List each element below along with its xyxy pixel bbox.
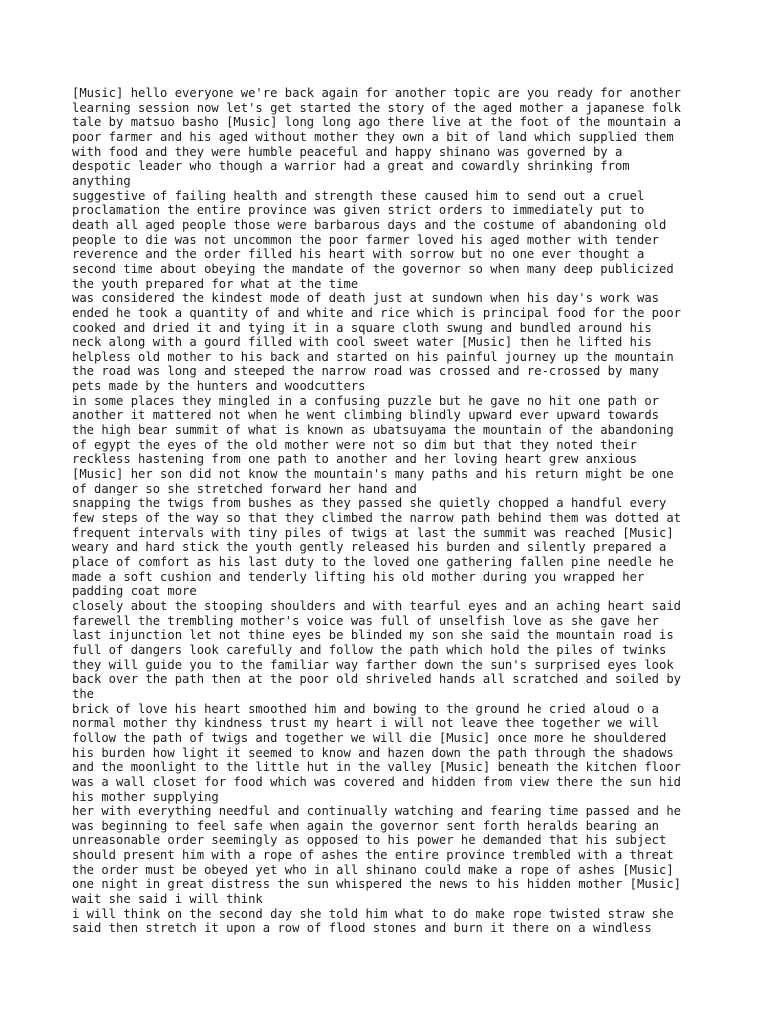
transcript-line: the road was long and steeped the narrow road was crossed and re-crossed by many [72,364,659,379]
transcript-line: unreasonable order seemingly as opposed to his power he demanded that his subject [72,833,667,848]
transcript-line: with food and they were humble peaceful and happy shinano was governed by a [72,144,623,159]
transcript-line: frequent intervals with tiny piles of twigs at last the summit was reached [Music] [72,525,674,540]
transcript-line: reverence and the order filled his heart with sorrow but no one ever thought a [72,247,645,262]
transcript-line: learning session now let's get started the story of the aged mother a japanese folk [72,100,682,115]
transcript-line: of danger so she stretched forward her hand and [72,481,417,496]
transcript-line: death all aged people those were barbarous days and the costume of abandoning old [72,217,667,232]
transcript-line: reckless hastening from one path to another and her loving heart grew anxious [72,452,637,467]
transcript-text [72,86,712,936]
transcript-line: was considered the kindest mode of death just at sundown when his day's work was [72,291,659,306]
transcript-line: and the moonlight to the little hut in the valley [Music] beneath the kitchen floor [72,760,682,775]
transcript-line: [Music] her son did not know the mountain's many paths and his return might be one [72,467,674,482]
transcript-line: full of dangers look carefully and follow the path which hold the piles of twinks [72,642,667,657]
transcript-line: padding coat more [72,584,197,599]
transcript-line: wait she said i will think [72,892,263,907]
transcript-line: the order must be obeyed yet who in all shinano could make a rope of ashes [Music] [72,862,674,877]
transcript-line: suggestive of failing health and strength these caused him to send out a cruel [72,188,645,203]
transcript-line: i will think on the second day she told him what to do make rope twisted straw she [72,906,674,921]
transcript-line: helpless old mother to his back and started on his painful journey up the mountain [72,349,674,364]
transcript-line: people to die was not uncommon the poor farmer loved his aged mother with tender [72,232,659,247]
transcript-line: proclamation the entire province was given strict orders to immediately put to [72,203,645,218]
transcript-line: closely about the stooping shoulders and with tearful eyes and an aching heart said [72,598,682,613]
transcript-line: few steps of the way so that they climbed the narrow path behind them was dotted at [72,511,682,526]
transcript-line: second time about obeying the mandate of the governor so when many deep publicized [72,261,674,276]
transcript-line: brick of love his heart smoothed him and bowing to the ground he cried aloud o a [72,701,659,716]
transcript-line: follow the path of twigs and together we will die [Music] once more he shouldered [72,730,667,745]
transcript-line: the youth prepared for what at the time [72,276,359,291]
transcript-line: made a soft cushion and tenderly lifting his old mother during you wrapped her [72,569,645,584]
transcript-line: normal mother thy kindness trust my heart i will not leave thee together we will [72,716,659,731]
transcript-line: snapping the twigs from bushes as they passed she quietly chopped a handful every [72,496,667,511]
transcript-line: said then stretch it upon a row of flood stones and burn it there on a windless [72,921,652,936]
transcript-line: the [72,686,95,701]
transcript-line: ended he took a quantity of and white and rice which is principal food for the poor [72,305,682,320]
transcript-line: [Music] hello everyone we're back again for another topic are you ready for another [72,86,682,100]
transcript-line: one night in great distress the sun whispered the news to his hidden mother [Music] [72,877,682,892]
transcript-line: his mother supplying [72,789,219,804]
transcript-line: last injunction let not thine eyes be blinded my son she said the mountain road is [72,628,674,643]
transcript-line: anything [72,173,131,188]
transcript-line: cooked and dried it and tying it in a square cloth swung and bundled around his [72,320,652,335]
transcript-line: back over the path then at the poor old shriveled hands all scratched and soiled by [72,672,682,687]
transcript-line: farewell the trembling mother's voice was full of unselfish love as she gave her [72,613,659,628]
transcript-line: they will guide you to the familiar way farther down the sun's surprised eyes look [72,657,674,672]
transcript-line: despotic leader who though a warrior had a great and cowardly shrinking from [72,159,630,174]
transcript-line: was a wall closet for food which was covered and hidden from view there the sun hid [72,774,682,789]
transcript-line: poor farmer and his aged without mother they own a bit of land which supplied them [72,129,674,144]
transcript-line: his burden how light it seemed to know and hazen down the path through the shadows [72,745,674,760]
transcript-line: of egypt the eyes of the old mother were not so dim but that they noted their [72,437,637,452]
transcript-line: another it mattered not when he went climbing blindly upward ever upward towards [72,408,659,423]
transcript-line: in some places they mingled in a confusing puzzle but he gave no hit one path or [72,393,659,408]
transcript-line: should present him with a rope of ashes the entire province trembled with a threat [72,848,674,863]
transcript-line: neck along with a gourd filled with cool sweet water [Music] then he lifted his [72,335,652,350]
transcript-line: her with everything needful and continually watching and fearing time passed and he [72,804,682,819]
transcript-line: pets made by the hunters and woodcutters [72,379,366,394]
transcript-line: was beginning to feel safe when again the governor sent forth heralds bearing an [72,818,659,833]
transcript-line: place of comfort as his last duty to the loved one gathering fallen pine needle he [72,555,674,569]
transcript-line: the high bear summit of what is known as ubatsuyama the mountain of the abandoning [72,423,674,438]
transcript-line: weary and hard stick the youth gently released his burden and silently prepared a [72,540,667,555]
transcript-line: tale by matsuo basho [Music] long long ago there live at the foot of the mountain a [72,115,682,130]
